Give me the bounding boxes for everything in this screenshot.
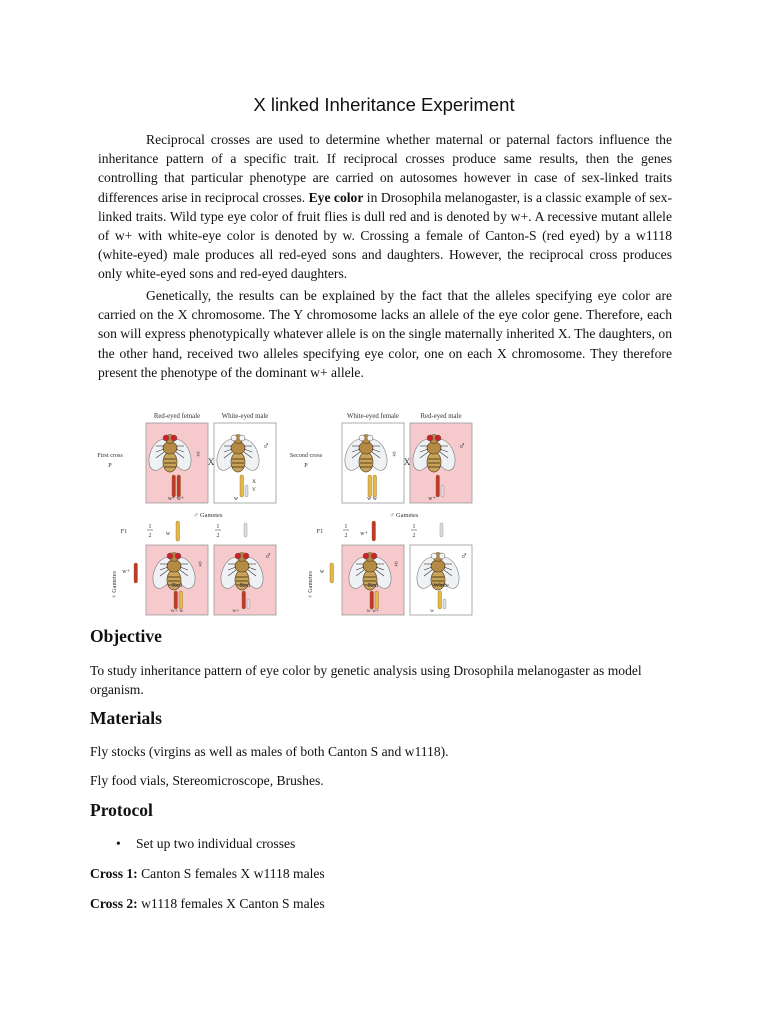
fly-abdomen bbox=[163, 452, 177, 472]
offspring-2-x-chromosome bbox=[438, 591, 442, 609]
female-x-chromosome bbox=[373, 475, 377, 497]
offspring-1-x-chromosome bbox=[370, 591, 374, 609]
page-title: X linked Inheritance Experiment bbox=[253, 94, 515, 115]
cross-1-text: Canton S females X w1118 males bbox=[137, 866, 325, 881]
fraction-den: 2 bbox=[344, 533, 348, 539]
offspring-1-genotype: w+ w bbox=[170, 608, 184, 614]
objective-text: To study inheritance pattern of eye color by genetic analysis using Drosophila melanogaster as model organism. bbox=[90, 663, 642, 697]
offspring-2-phenotype: Red bbox=[239, 582, 251, 589]
offspring-2-genotype: w bbox=[429, 608, 435, 614]
fly-eye bbox=[435, 435, 441, 441]
header-male: White-eyed male bbox=[221, 413, 269, 420]
male-genotype: w bbox=[233, 496, 239, 502]
male-genotype: w+ bbox=[428, 496, 436, 502]
header-male: Red-eyed male bbox=[420, 413, 462, 420]
female-x-chromosome bbox=[177, 475, 181, 497]
side-allele: w+ bbox=[122, 569, 130, 575]
male-symbol: ♂ bbox=[262, 441, 270, 452]
generation-p-label: P bbox=[304, 462, 308, 469]
fly-eye bbox=[167, 553, 173, 559]
y-label: Y bbox=[252, 487, 256, 493]
female-gametes-label: ♀ Gametes bbox=[307, 571, 314, 599]
cross-label: First cross bbox=[97, 452, 123, 459]
fly-eye bbox=[235, 553, 241, 559]
gamete-allele: w+ bbox=[360, 531, 368, 537]
cross-1-line bbox=[90, 864, 680, 883]
offspring-1-phenotype: Red bbox=[171, 582, 183, 589]
cross-1-label: Cross 1: bbox=[90, 866, 138, 881]
intro-paragraph-1 bbox=[98, 130, 672, 284]
fraction-den: 2 bbox=[216, 533, 220, 539]
intro-p1-after: in Drosophila melanogaster, is a classic example of sex-linked traits. Wild type eye color of fruit flies is dull red and is denoted by w+. A recessive mutant allele of w+ with white-eye color is denoted by w. Crossing a female of Canton-S (red eyed) by a w1118 (white-eyed) male produces all red-eyed sons and daughters. However, the reciprocal cross produces only white-eyed sons and red-eyed daughters. bbox=[98, 189, 672, 282]
female-genotype: w+ w+ bbox=[167, 496, 185, 502]
cross-symbol: X bbox=[207, 457, 215, 467]
offspring-1-genotype: w w+ bbox=[366, 608, 380, 614]
fly-eye bbox=[171, 435, 177, 441]
male-x-chromosome bbox=[436, 475, 440, 497]
fraction-num: 1 bbox=[344, 524, 348, 530]
materials-line-2: Fly food vials, Stereomicroscope, Brushes. bbox=[90, 773, 324, 788]
intro-p1-before: Reciprocal crosses are used to determine whether maternal or paternal factors influence the inheritance pattern of a specific trait. If reciprocal crosses produce same results, then the genes controlling that particular phenotype are carried on autosomes however in case of sex-linked traits differences arise in reciprocal crosses. bbox=[98, 132, 672, 205]
female-symbol: ♀ bbox=[390, 449, 398, 460]
cross-2-label: Cross 2: bbox=[90, 896, 138, 911]
fly-eye bbox=[363, 553, 369, 559]
header-female: White-eyed female bbox=[347, 413, 399, 420]
fly-eye bbox=[371, 553, 377, 559]
fly-eye bbox=[427, 435, 433, 441]
offspring-1-x-chromosome bbox=[375, 591, 379, 609]
second-cross-diagram bbox=[290, 413, 472, 615]
protocol-heading: Protocol bbox=[90, 800, 153, 820]
fly-eye bbox=[431, 553, 437, 559]
male-x-chromosome bbox=[240, 475, 244, 497]
objective-heading: Objective bbox=[90, 626, 162, 646]
gamete-x-chromosome bbox=[372, 521, 376, 541]
offspring-2-genotype: w+ bbox=[232, 608, 240, 614]
fly-eye bbox=[175, 553, 181, 559]
cross-2-text: w1118 females X Canton S males bbox=[137, 896, 325, 911]
materials-heading: Materials bbox=[90, 708, 162, 728]
fraction-num: 1 bbox=[216, 524, 220, 530]
fly-eye bbox=[439, 553, 445, 559]
cross-symbol: X bbox=[403, 457, 411, 467]
fraction-den: 2 bbox=[412, 533, 416, 539]
male-symbol: ♂ bbox=[264, 551, 272, 562]
intro-paragraph-2: Genetically, the results can be explained by the fact that the alleles specifying eye color are carried on the X chromosome. The Y chromosome lacks an allele of the eye color gene. Therefore, each son will express phenotypically whatever allele is on the single maternally inherited X. The daughters, on the other hand, received two alleles specifying eye color, one on each X chromosome. They therefore present the phenotype of the dominant w+ allele. bbox=[98, 288, 672, 380]
offspring-2-y-chromosome bbox=[443, 599, 446, 609]
gamete-y-chromosome bbox=[440, 523, 443, 537]
fraction-num: 1 bbox=[148, 524, 152, 530]
female-symbol: ♀ bbox=[392, 559, 400, 570]
female-x-chromosome bbox=[368, 475, 372, 497]
fraction-num: 1 bbox=[412, 524, 416, 530]
cross-label: Second cross bbox=[289, 452, 323, 459]
fly-eye bbox=[359, 435, 365, 441]
offspring-1-phenotype: Red bbox=[367, 582, 379, 589]
female-symbol: ♀ bbox=[196, 559, 204, 570]
offspring-2-y-chromosome bbox=[247, 599, 250, 609]
fraction-den: 2 bbox=[148, 533, 152, 539]
gamete-x-chromosome bbox=[176, 521, 180, 541]
first-cross-diagram bbox=[97, 413, 276, 615]
offspring-1-x-chromosome bbox=[174, 591, 178, 609]
male-gametes-label: ♂ Gametes bbox=[193, 512, 223, 519]
fly-eye bbox=[239, 435, 245, 441]
male-symbol: ♂ bbox=[460, 551, 468, 562]
female-genotype: w w bbox=[367, 496, 377, 502]
female-x-chromosome bbox=[172, 475, 176, 497]
reciprocal-cross-figure bbox=[96, 405, 676, 625]
offspring-2-phenotype: White bbox=[433, 582, 449, 589]
side-x-chromosome bbox=[134, 563, 138, 583]
female-symbol: ♀ bbox=[194, 449, 202, 460]
fly-eye bbox=[163, 435, 169, 441]
bullet-marker: • bbox=[116, 836, 121, 851]
protocol-bullet-1: Set up two individual crosses bbox=[136, 836, 296, 851]
header-female: Red-eyed female bbox=[153, 413, 201, 420]
f1-label: F1 bbox=[316, 528, 324, 535]
cross-2-line bbox=[90, 894, 680, 913]
offspring-2-x-chromosome bbox=[242, 591, 246, 609]
male-gametes-label: ♂ Gametes bbox=[389, 512, 419, 519]
female-gametes-label: ♀ Gametes bbox=[111, 571, 118, 599]
eye-color-bold: Eye color bbox=[308, 189, 364, 205]
x-label: X bbox=[252, 479, 256, 485]
gamete-y-chromosome bbox=[244, 523, 247, 537]
generation-p-label: P bbox=[108, 462, 112, 469]
fly-eye bbox=[231, 435, 237, 441]
f1-label: F1 bbox=[120, 528, 128, 535]
fly-eye bbox=[367, 435, 373, 441]
fly-eye bbox=[243, 553, 249, 559]
fly-abdomen bbox=[231, 452, 245, 472]
fly-abdomen bbox=[427, 452, 441, 472]
materials-line-1: Fly stocks (virgins as well as males of both Canton S and w1118). bbox=[90, 744, 449, 759]
offspring-1-x-chromosome bbox=[179, 591, 183, 609]
male-symbol: ♂ bbox=[458, 441, 466, 452]
male-y-chromosome bbox=[245, 485, 248, 497]
male-y-chromosome bbox=[441, 485, 444, 497]
gamete-allele: w bbox=[165, 531, 171, 537]
fly-abdomen bbox=[359, 452, 373, 472]
side-x-chromosome bbox=[330, 563, 334, 583]
side-allele: w bbox=[319, 569, 325, 575]
